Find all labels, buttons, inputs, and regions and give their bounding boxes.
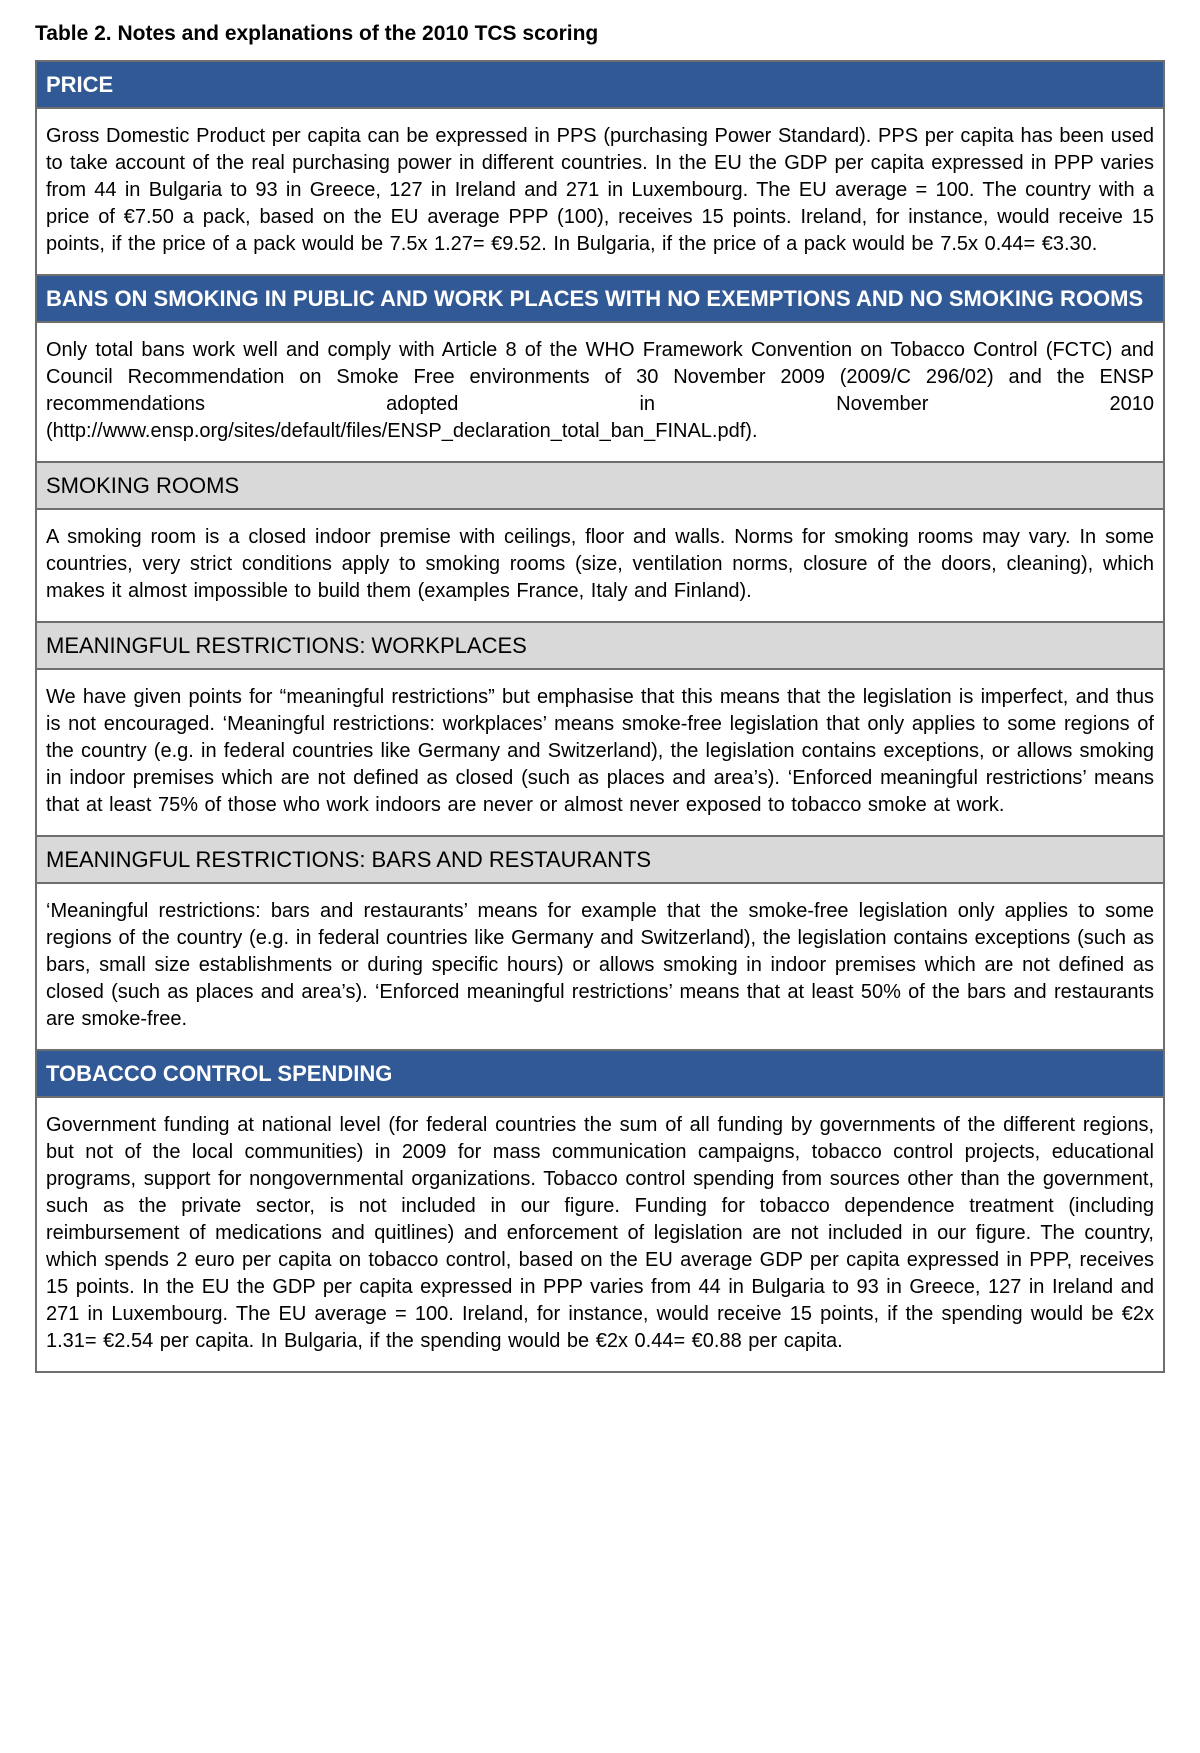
section-body-text: Government funding at national level (for federal countries the sum of all funding by governments of the different regions, but not of the local communities) in 2009 for mass communication campaigns, tobacco control projects, educational programs, support for nongovernmental organizations. Tobacco control spending from sources other than the government, such as the private sector, is not included in our figure. Funding for tobacco dependence treatment (including reimbursement of medications and quitlines) and enforcement of legislation are not included in our figure. The country, which spends 2 euro per capita on tobacco control, based on the EU average GDP per capita expressed in PPP, receives 15 points. In the EU the GDP per capita expressed in PPP varies from 44 in Bulgaria to 93 in Greece, 127 in Ireland and 271 in Luxembourg. The EU average = 100. Ireland, for instance, would receive 15 points, if the spending would be €2x 1.31= €2.54 per capita. In Bulgaria, if the spending would be €2x 0.44= €0.88 per capita. (46, 1114, 1154, 1352)
section-header-label: BANS ON SMOKING IN PUBLIC AND WORK PLACES WITH NO EXEMPTIONS AND NO SMOKING ROOMS (46, 286, 1144, 311)
section-body (37, 670, 1163, 837)
section-header-label: PRICE (46, 72, 114, 97)
section-body (37, 510, 1163, 623)
table-section (37, 62, 1163, 276)
section-header-label: MEANINGFUL RESTRICTIONS: BARS AND RESTAURANTS (46, 847, 652, 872)
section-header-label: TOBACCO CONTROL SPENDING (46, 1061, 393, 1086)
section-body (37, 884, 1163, 1051)
section-body-text: A smoking room is a closed indoor premise with ceilings, floor and walls. Norms for smoking rooms may vary. In some countries, very strict conditions apply to smoking rooms (size, ventilation norms, closure of the doors, cleaning), which makes it almost impossible to build them (examples France, Italy and Finland). (46, 526, 1154, 602)
table-section (37, 623, 1163, 837)
table-section (37, 837, 1163, 1051)
section-body (37, 109, 1163, 276)
section-header-label: MEANINGFUL RESTRICTIONS: WORKPLACES (46, 633, 527, 658)
section-body-text: Gross Domestic Product per capita can be expressed in PPS (purchasing Power Standard). PPS per capita has been used to take account of the real purchasing power in different countries. In the EU the GDP per capita expressed in PPP varies from 44 in Bulgaria to 93 in Greece, 127 in Ireland and 271 in Luxembourg. The EU average = 100. The country with a price of €7.50 a pack, based on the EU average PPP (100), receives 15 points. Ireland, for instance, would receive 15 points, if the price of a pack would be 7.5x 1.27= €9.52. In Bulgaria, if the price of a pack would be 7.5x 0.44= €3.30. (46, 125, 1154, 255)
section-body (37, 1098, 1163, 1371)
table-section (37, 463, 1163, 623)
page-title: Table 2. Notes and explanations of the 2010 TCS scoring (35, 22, 599, 45)
section-header (37, 837, 1163, 884)
notes-table (35, 60, 1165, 1373)
section-header-label: SMOKING ROOMS (46, 473, 240, 498)
section-header (37, 62, 1163, 109)
section-header (37, 463, 1163, 510)
section-body-text: Only total bans work well and comply with Article 8 of the WHO Framework Convention on Tobacco Control (FCTC) and Council Recommendation on Smoke Free environments of 30 November 2009 (2009/C 296/02) and the ENSP recommendations adopted in November 2010 (http://www.ensp.org/sites/default/files/ENSP_declaration_total_ban_FINAL.pdf). (46, 339, 1154, 442)
section-body-text: ‘Meaningful restrictions: bars and restaurants’ means for example that the smoke-free legislation only applies to some regions of the country (e.g. in federal countries like Germany and Switzerland), the legislation contains exceptions (such as bars, small size establishments or during specific hours) or allows smoking in indoor premises which are not defined as closed (such as places and area’s). ‘Enforced meaningful restrictions’ means that at least 50% of the bars and restaurants are smoke-free. (46, 900, 1154, 1030)
table-section (37, 1051, 1163, 1371)
section-header (37, 276, 1163, 323)
section-body-text: We have given points for “meaningful restrictions” but emphasise that this means that the legislation is imperfect, and thus is not encouraged. ‘Meaningful restrictions: workplaces’ means smoke-free legislation that only applies to some regions of the country (e.g. in federal countries like Germany and Switzerland), the legislation contains exceptions, or allows smoking in indoor premises which are not defined as closed (such as places and area’s). ‘Enforced meaningful restrictions’ means that at least 75% of those who work indoors are never or almost never exposed to tobacco smoke at work. (46, 686, 1154, 816)
section-body (37, 323, 1163, 463)
section-header (37, 623, 1163, 670)
section-header (37, 1051, 1163, 1098)
table-section (37, 276, 1163, 463)
